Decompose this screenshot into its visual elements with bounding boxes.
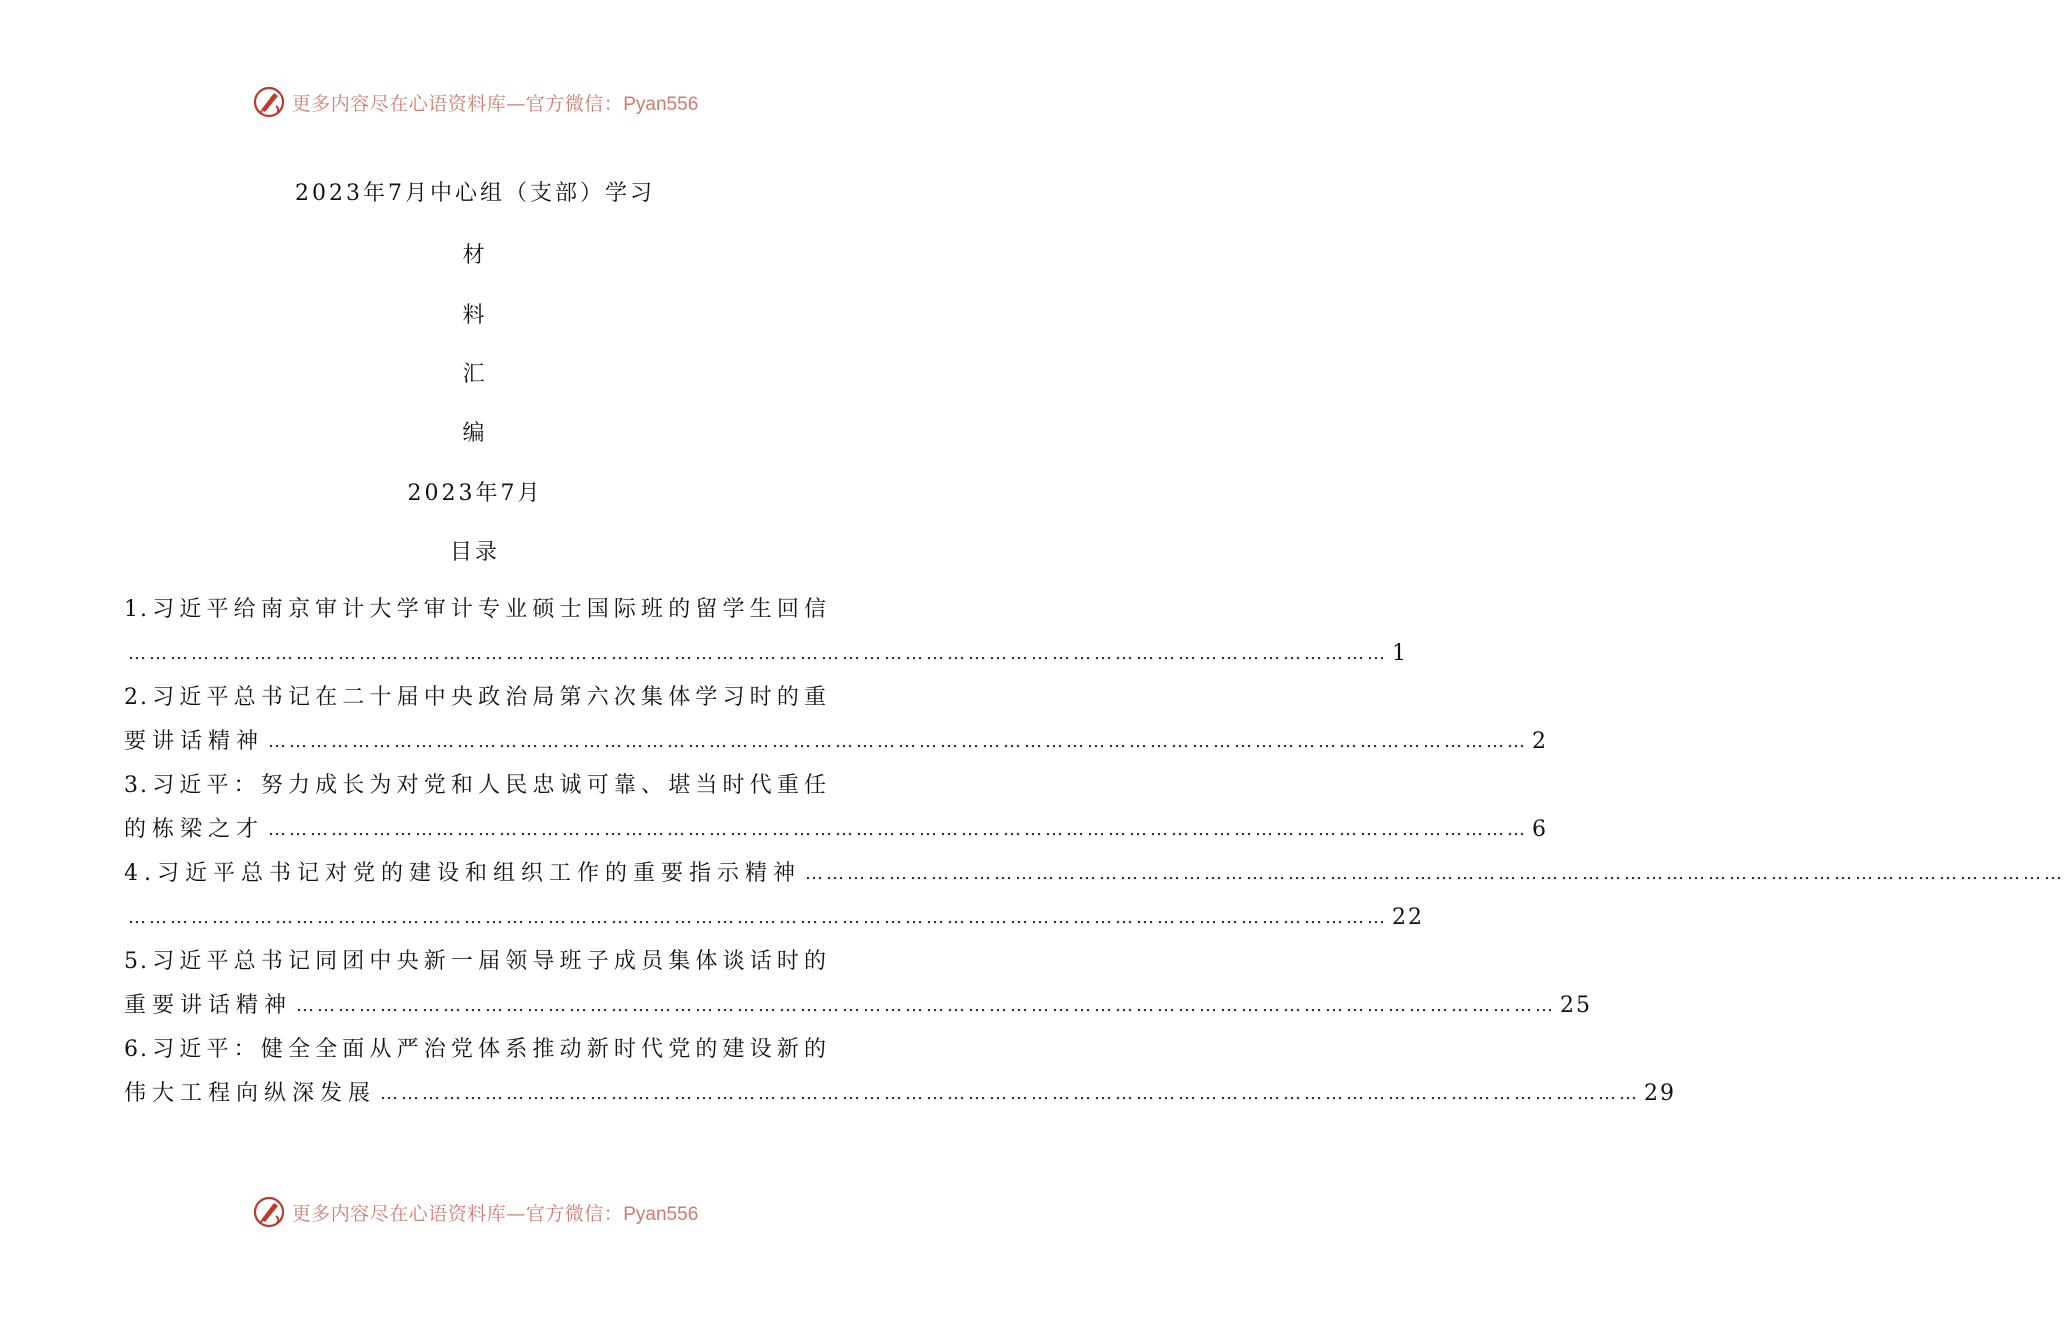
- toc-entry-4-title: 4.习近平总书记对党的建设和组织工作的重要指示精神: [124, 861, 801, 886]
- toc-entry-5-line-1: [124, 940, 828, 984]
- toc-leader-dots: ………………………………………………………………………………………………………………………………………………………………: [268, 819, 1529, 840]
- toc-entry-5-page: 25: [1560, 993, 1593, 1018]
- toc-entry-6-line-1: [124, 1028, 828, 1072]
- watermark-header: [0, 82, 950, 122]
- document-date: 2023年7月: [407, 481, 543, 506]
- toc-entry-2-page: 2: [1532, 729, 1549, 754]
- watermark-text: [292, 89, 699, 116]
- document-title: 2023年7月中心组（支部）学习: [295, 181, 655, 206]
- pen-logo-icon: [252, 85, 286, 119]
- watermark-text: [292, 1199, 699, 1226]
- toc-entry-3-title-cont: 的栋梁之才: [124, 817, 265, 842]
- watermark-wechat-id: Pyan556: [623, 93, 699, 115]
- toc-entry-1-line-2: [124, 632, 1408, 676]
- toc-entry-3-line-1: [124, 764, 828, 808]
- pen-logo-icon: [252, 1195, 286, 1229]
- title-char-2: 料: [462, 303, 488, 328]
- toc-leader-dots: ………………………………………………………………………………………………………………………………………………………………: [380, 1083, 1641, 1104]
- title-char-4: 编: [462, 421, 488, 446]
- toc-entry-5-line-2: [124, 984, 1593, 1028]
- toc-leader-dots: ………………………………………………………………………………………………………………………………………………………………: [128, 907, 1388, 928]
- toc-entry-5-title-cont: 重要讲话精神: [124, 993, 293, 1018]
- title-char-1: 材: [462, 243, 488, 268]
- toc-entry-6-page: 29: [1644, 1081, 1677, 1106]
- toc-entry-3-line-2: [124, 808, 1549, 852]
- toc-leader-dots: ………………………………………………………………………………………………………………………………………………………………: [296, 995, 1557, 1016]
- toc-entry-2-line-2: [124, 720, 1549, 764]
- toc-entry-2-title: 2.习近平总书记在二十届中央政治局第六次集体学习时的重: [124, 685, 828, 710]
- table-of-contents: [124, 588, 2065, 1116]
- toc-entry-5-title: 5.习近平总书记同团中央新一届领导班子成员集体谈话时的: [124, 949, 828, 974]
- toc-leader-dots: ………………………………………………………………………………………………………………………………………………………………: [128, 643, 1388, 664]
- toc-entry-6-line-2: [124, 1072, 1677, 1116]
- toc-entry-2-title-cont: 要讲话精神: [124, 729, 265, 754]
- toc-entry-1-title: 1.习近平给南京审计大学审计专业硕士国际班的留学生回信: [124, 597, 828, 622]
- toc-entry-3-page: 6: [1532, 817, 1549, 842]
- title-char-3: 汇: [462, 362, 488, 387]
- toc-heading: 目录: [449, 540, 500, 565]
- toc-leader-dots: ………………………………………………………………………………………………………………………………………………………………: [268, 731, 1529, 752]
- toc-entry-6-title: 6.习近平：健全全面从严治党体系推动新时代党的建设新的: [124, 1037, 828, 1062]
- toc-leader-dots: ………………………………………………………………………………………………………………………………………………………………: [805, 863, 2065, 884]
- watermark-label: 更多内容尽在心语资料库—官方微信：: [291, 92, 624, 115]
- watermark-wechat-id: Pyan556: [623, 1203, 699, 1225]
- watermark-footer: [0, 1192, 950, 1232]
- watermark-label: 更多内容尽在心语资料库—官方微信：: [291, 1202, 624, 1225]
- toc-entry-1-line-1: [124, 588, 828, 632]
- toc-entry-3-title: 3.习近平：努力成长为对党和人民忠诚可靠、堪当时代重任: [124, 773, 828, 798]
- toc-entry-6-title-cont: 伟大工程向纵深发展: [124, 1081, 377, 1106]
- toc-entry-4-page: 22: [1392, 905, 1424, 930]
- toc-entry-4-line-2: [124, 896, 1424, 940]
- toc-entry-4-line-1: [124, 852, 2065, 896]
- toc-entry-1-page: 1: [1392, 641, 1408, 666]
- toc-entry-2-line-1: [124, 676, 828, 720]
